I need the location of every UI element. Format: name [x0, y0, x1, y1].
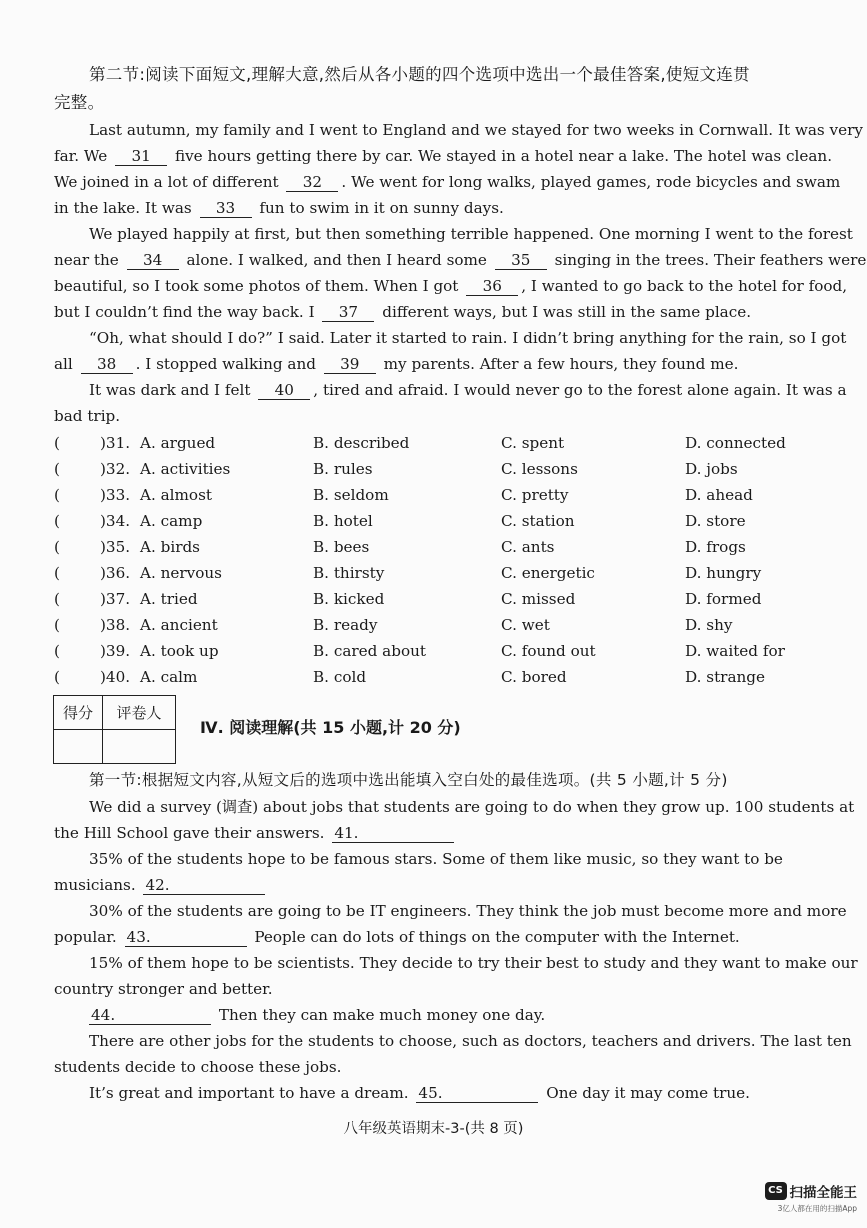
passage-line: far. We 31 five hours getting there by car. We stayed in a hotel near a lake. The hotel was clean.: [54, 147, 833, 165]
blank-37[interactable]: 37: [322, 303, 374, 322]
option-b[interactable]: B. thirsty: [313, 564, 385, 582]
option-b[interactable]: B. described: [313, 434, 410, 452]
option-d[interactable]: D. frogs: [685, 538, 746, 556]
question-row[interactable]: ( )35. A. birds B. bees C. ants D. frogs: [54, 534, 814, 560]
blank-36[interactable]: 36: [466, 277, 518, 296]
passage-line: We played happily at first, but then something terrible happened. One morning I went to the forest: [89, 225, 853, 243]
reading-line: We did a survey (调查) about jobs that students are going to do when they grow up. 100 students at: [89, 798, 855, 816]
option-c[interactable]: C. found out: [501, 642, 596, 660]
score-label: 得分: [54, 696, 103, 730]
option-b[interactable]: B. bees: [313, 538, 370, 556]
option-d[interactable]: D. ahead: [685, 486, 753, 504]
option-a[interactable]: A. almost: [140, 486, 212, 504]
blank-34[interactable]: 34: [127, 251, 179, 270]
option-d[interactable]: D. hungry: [685, 564, 762, 582]
passage-line: near the 34 alone. I walked, and then I heard some 35 singing in the trees. Their feathers were: [54, 251, 867, 269]
option-a[interactable]: A. tried: [140, 590, 198, 608]
option-d[interactable]: D. connected: [685, 434, 786, 452]
grader-cell[interactable]: [103, 730, 176, 764]
reading-line: students decide to choose these jobs.: [54, 1058, 342, 1076]
section2-heading: 第二节:阅读下面短文,理解大意,然后从各小题的四个选项中选出一个最佳答案,使短文连贯: [89, 65, 750, 84]
option-a[interactable]: A. birds: [140, 538, 200, 556]
option-c[interactable]: C. lessons: [501, 460, 578, 478]
passage-line: bad trip.: [54, 407, 121, 425]
reading-line: 44. Then they can make much money one day.: [91, 1006, 546, 1024]
option-c[interactable]: C. ants: [501, 538, 555, 556]
passage-line: It was dark and I felt 40 , tired and afraid. I would never go to the forest alone again. It was a: [89, 381, 847, 399]
question-row[interactable]: ( )39. A. took up B. cared about C. found out D. waited for: [54, 638, 814, 664]
option-a[interactable]: A. camp: [140, 512, 203, 530]
option-b[interactable]: B. rules: [313, 460, 373, 478]
reading-line: It’s great and important to have a dream. 45. One day it may come true.: [89, 1084, 750, 1102]
blank-33[interactable]: 33: [200, 199, 252, 218]
blank-42[interactable]: 42.: [143, 876, 265, 895]
reading-line: musicians. 42.: [54, 872, 814, 898]
option-d[interactable]: D. shy: [685, 616, 733, 634]
option-b[interactable]: B. ready: [313, 616, 378, 634]
passage-line: beautiful, so I took some photos of them. When I got 36 , I wanted to go back to the hotel for food,: [54, 277, 848, 295]
passage-line: but I couldn’t find the way back. I 37 different ways, but I was still in the same place.: [54, 303, 752, 321]
camscanner-logo-icon: CS: [765, 1182, 787, 1200]
option-c[interactable]: C. energetic: [501, 564, 595, 582]
option-b[interactable]: B. cold: [313, 668, 367, 686]
blank-44[interactable]: 44.: [89, 1006, 211, 1025]
score-cell[interactable]: [54, 730, 103, 764]
blank-31[interactable]: 31: [115, 147, 167, 166]
blank-43[interactable]: 43.: [125, 928, 247, 947]
option-b[interactable]: B. seldom: [313, 486, 389, 504]
reading-line: There are other jobs for the students to choose, such as doctors, teachers and drivers. The last ten: [89, 1032, 852, 1050]
reading-line: popular. 43. People can do lots of things on the computer with the Internet.: [54, 928, 740, 946]
passage-line: We joined in a lot of different 32 . We went for long walks, played games, rode bicycles and swam: [54, 173, 841, 191]
option-c[interactable]: C. missed: [501, 590, 576, 608]
blank-41[interactable]: 41.: [332, 824, 454, 843]
passage-line: in the lake. It was 33 fun to swim in it on sunny days.: [54, 199, 504, 217]
option-a[interactable]: A. argued: [140, 434, 216, 452]
option-a[interactable]: A. calm: [140, 668, 198, 686]
part1-heading: 第一节:根据短文内容,从短文后的选项中选出能填入空白处的最佳选项。(共 5 小题,计 5 分): [89, 771, 728, 789]
reading-line: 35% of the students hope to be famous stars. Some of them like music, so they want to be: [89, 850, 783, 868]
question-row[interactable]: ( )37. A. tried B. kicked C. missed D. formed: [54, 586, 814, 612]
passage-line: all 38 . I stopped walking and 39 my parents. After a few hours, they found me.: [54, 355, 739, 373]
passage-line: “Oh, what should I do?” I said. Later it started to rain. I didn’t bring anything for the rain, so I got: [89, 329, 847, 347]
question-row[interactable]: ( )38. A. ancient B. ready C. wet D. shy: [54, 612, 814, 638]
section4-title: Ⅳ. 阅读理解(共 15 小题,计 20 分): [200, 718, 461, 737]
question-row[interactable]: ( )40. A. calm B. cold C. bored D. strange: [54, 664, 814, 690]
question-row[interactable]: ( )31. A. argued B. described C. spent D. connected: [54, 430, 814, 456]
blank-40[interactable]: 40: [258, 381, 310, 400]
blank-35[interactable]: 35: [495, 251, 547, 270]
reading-line: the Hill School gave their answers. 41.: [54, 820, 814, 846]
option-d[interactable]: D. formed: [685, 590, 762, 608]
reading-line: 15% of them hope to be scientists. They decide to try their best to study and they want to make our: [89, 954, 858, 972]
option-c[interactable]: C. station: [501, 512, 575, 530]
option-a[interactable]: A. activities: [140, 460, 231, 478]
option-d[interactable]: D. strange: [685, 668, 765, 686]
option-b[interactable]: B. hotel: [313, 512, 373, 530]
option-d[interactable]: D. jobs: [685, 460, 738, 478]
option-a[interactable]: A. took up: [140, 642, 219, 660]
watermark-name: 扫描全能王: [789, 1184, 857, 1201]
blank-38[interactable]: 38: [81, 355, 133, 374]
option-d[interactable]: D. waited for: [685, 642, 785, 660]
watermark-tagline: 3亿人都在用的扫描App: [777, 1203, 857, 1213]
question-row[interactable]: ( )32. A. activities B. rules C. lessons D. jobs: [54, 456, 814, 482]
passage-line: Last autumn, my family and I went to England and we stayed for two weeks in Cornwall. It was very: [89, 121, 863, 139]
question-row[interactable]: ( )33. A. almost B. seldom C. pretty D. ahead: [54, 482, 814, 508]
grader-label: 评卷人: [103, 696, 176, 730]
section2-heading-cont: 完整。: [54, 93, 105, 112]
question-row[interactable]: ( )36. A. nervous B. thirsty C. energetic D. hungry: [54, 560, 814, 586]
option-b[interactable]: B. cared about: [313, 642, 426, 660]
scanner-watermark: [765, 1180, 858, 1214]
page-footer: 八年级英语期末-3-(共 8 页): [343, 1121, 524, 1137]
option-d[interactable]: D. store: [685, 512, 746, 530]
blank-39[interactable]: 39: [324, 355, 376, 374]
score-box: [53, 695, 176, 764]
option-c[interactable]: C. pretty: [501, 486, 569, 504]
blank-45[interactable]: 45.: [416, 1084, 538, 1103]
blank-32[interactable]: 32: [286, 173, 338, 192]
question-row[interactable]: ( )34. A. camp B. hotel C. station D. store: [54, 508, 814, 534]
option-a[interactable]: A. ancient: [140, 616, 218, 634]
option-b[interactable]: B. kicked: [313, 590, 385, 608]
option-c[interactable]: C. spent: [501, 434, 565, 452]
option-a[interactable]: A. nervous: [140, 564, 222, 582]
option-c[interactable]: C. wet: [501, 616, 550, 634]
option-c[interactable]: C. bored: [501, 668, 567, 686]
reading-line: country stronger and better.: [54, 980, 273, 998]
reading-line: 30% of the students are going to be IT engineers. They think the job must become more and more: [89, 902, 847, 920]
